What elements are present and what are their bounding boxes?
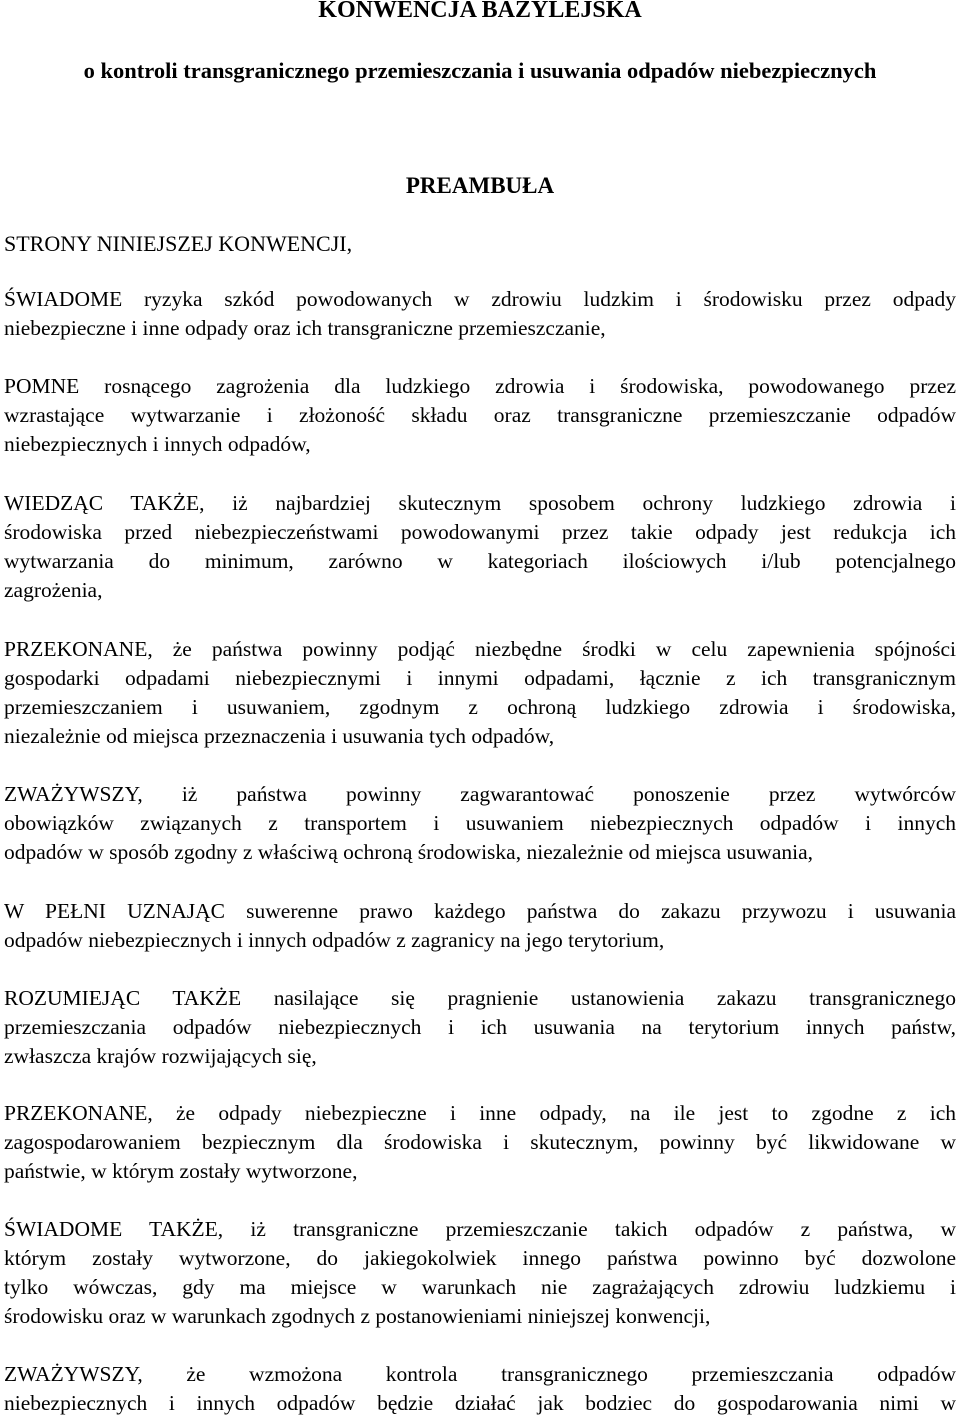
paragraph-line: niezależnie od miejsca przeznaczenia i usuwania tych odpadów, [4, 724, 555, 748]
paragraph-line: gospodarki odpadami niebezpiecznymi i innymi odpadami, łącznie z ich transgranicznym [4, 666, 956, 690]
paragraph [4, 1099, 956, 1186]
paragraph-line: tylko wówczas, gdy ma miejsce w warunkach nie zagrażających zdrowiu ludzkiemu i [4, 1275, 956, 1299]
paragraph-line: przemieszczania odpadów niebezpiecznych i ich usuwania na terytorium innych państw, [4, 1015, 956, 1039]
paragraph-line: odpadów niebezpiecznych i innych odpadów z zagranicy na jego terytorium, [4, 928, 665, 952]
paragraph [4, 780, 956, 867]
paragraph-line: niebezpiecznych i innych odpadów będzie działać jak bodziec do gospodarowania nimi w [4, 1391, 956, 1415]
paragraph-line: ŚWIADOME TAKŻE, iż transgraniczne przemieszczanie takich odpadów z państwa, w [4, 1217, 956, 1241]
paragraph-line: POMNE rosnącego zagrożenia dla ludzkiego zdrowia i środowiska, powodowanego przez [4, 374, 956, 398]
paragraph-line: PRZEKONANE, że odpady niebezpieczne i inne odpady, na ile jest to zgodne z ich [4, 1101, 956, 1125]
paragraph-line: wytwarzania do minimum, zarówno w kategoriach ilościowych i/lub potencjalnego [4, 549, 956, 573]
paragraph-line: zwłaszcza krajów rozwijających się, [4, 1044, 317, 1068]
document-subtitle: o kontroli transgranicznego przemieszczania i usuwania odpadów niebezpiecznych [83, 58, 877, 83]
section-heading: PREAMBUŁA [405, 173, 555, 198]
paragraph-line: WIEDZĄC TAKŻE, iż najbardziej skutecznym sposobem ochrony ludzkiego zdrowia i [4, 491, 956, 515]
paragraph-line: którym zostały wytworzone, do jakiegokolwiek innego państwa powinno być dozwolone [4, 1246, 956, 1270]
paragraph-line: zagospodarowaniem bezpiecznym dla środowiska i skutecznym, powinny być likwidowane w [4, 1130, 956, 1154]
paragraph [4, 285, 956, 343]
paragraph-line: PRZEKONANE, że państwa powinny podjąć niezbędne środki w celu zapewnienia spójności [4, 637, 956, 661]
paragraph [4, 984, 956, 1071]
paragraph [4, 489, 956, 605]
paragraph-line: państwie, w którym zostały wytworzone, [4, 1159, 358, 1183]
paragraph-line: niebezpieczne i inne odpady oraz ich transgraniczne przemieszczanie, [4, 316, 606, 340]
paragraph-line: wzrastające wytwarzanie i złożoność składu oraz transgraniczne przemieszczanie odpadów [4, 403, 956, 427]
paragraph-line: ROZUMIEJĄC TAKŻE nasilające się pragnienie ustanowienia zakazu transgranicznego [4, 986, 956, 1010]
paragraph-line: ŚWIADOME ryzyka szkód powodowanych w zdrowiu ludzkim i środowisku przez odpady [4, 287, 956, 311]
document-title: KONWENCJA BAZYLEJSKA [318, 0, 642, 23]
paragraph-line: odpadów w sposób zgodny z właściwą ochroną środowiska, niezależnie od miejsca usuwania, [4, 840, 814, 864]
paragraph [4, 897, 956, 955]
paragraph-line: zagrożenia, [4, 578, 103, 602]
paragraph-line: ZWAŻYWSZY, że wzmożona kontrola transgranicznego przemieszczania odpadów [4, 1362, 956, 1386]
paragraph-line: ZWAŻYWSZY, iż państwa powinny zagwarantować ponoszenie przez wytwórców [4, 782, 956, 806]
paragraph-line: środowisku oraz w warunkach zgodnych z postanowieniami niniejszej konwencji, [4, 1304, 711, 1328]
paragraph [4, 1360, 956, 1416]
paragraph-line: niebezpiecznych i innych odpadów, [4, 432, 311, 456]
paragraph-line: przemieszczaniem i usuwaniem, zgodnym z ochroną ludzkiego zdrowia i środowiska, [4, 695, 956, 719]
paragraph [4, 635, 956, 751]
paragraph-line: W PEŁNI UZNAJĄC suwerenne prawo każdego państwa do zakazu przywozu i usuwania [4, 899, 956, 923]
parties-line: STRONY NINIEJSZEJ KONWENCJI, [4, 231, 353, 256]
paragraph-line: obowiązków związanych z transportem i usuwaniem niebezpiecznych odpadów i innych [4, 811, 956, 835]
paragraph [4, 372, 956, 459]
paragraph-line: środowiska przed niebezpieczeństwami powodowanymi przez takie odpady jest redukcja ich [4, 520, 956, 544]
paragraph [4, 1215, 956, 1331]
